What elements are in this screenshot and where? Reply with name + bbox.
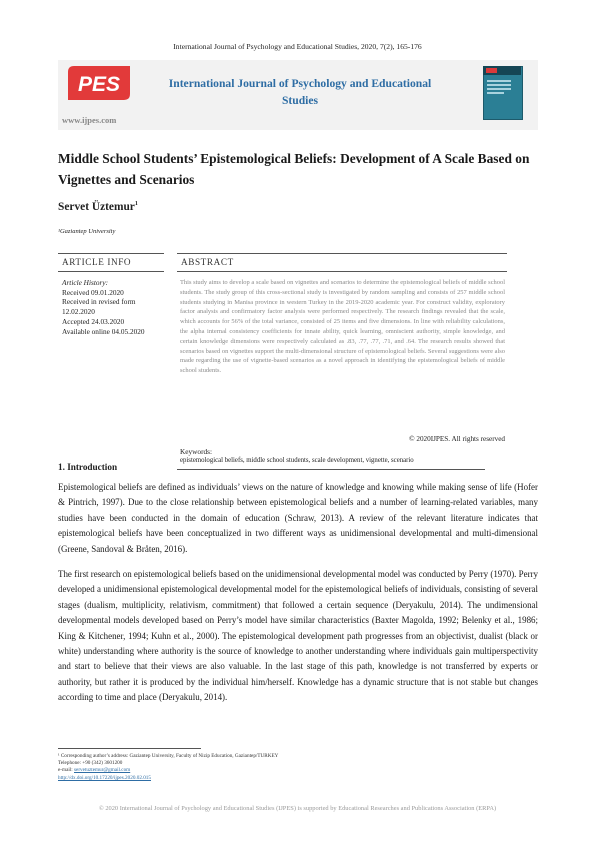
logo-text: PES	[77, 73, 121, 96]
history-received: Received 09.01.2020	[62, 287, 124, 297]
journal-title: International Journal of Psychology and Educational Studies	[168, 77, 432, 107]
history-online: Available online 04.05.2020	[62, 326, 145, 336]
article-history	[62, 278, 167, 336]
email-label: e-mail:	[58, 767, 74, 773]
history-revised: Received in revised form 12.02.2020	[62, 297, 136, 317]
abstract-bottom-rule	[177, 271, 507, 272]
pes-logo	[66, 64, 132, 102]
abstract-top-rule	[177, 253, 507, 254]
keywords-bottom-rule	[177, 469, 485, 470]
footnote-telephone: Telephone: +90 (342) 3601200	[58, 760, 123, 766]
intro-paragraph-1: Epistemological beliefs are defined as individuals’ views on the nature of knowledge and knowing while making sense of life (Hofer & Pintrich, 1997). Due to the close relationship between epistemological beliefs and a number of learning-related variables, many studies have been conducted in the domain of education (Schraw, 2013). A review of the relevant literature indicates that epistemological beliefs have been conceptualized in two different ways as unidimensional developmental and multi-dimensional (Greene, Sandoval & Bråten, 2016).	[58, 482, 538, 554]
cover-text-lines	[487, 80, 511, 96]
article-title: Middle School Students’ Epistemological Beliefs: Development of A Scale Based on Vignettes and Scenarios	[58, 151, 530, 187]
footnote-email	[58, 767, 130, 774]
history-label: Article History:	[62, 278, 109, 287]
footnote-doi	[58, 775, 151, 782]
footnote-rule	[58, 748, 201, 749]
footnote-address: ¹ Corresponding author’s address: Gaziantep University, Faculty of Nizip Education, Gaziantep/TURKEY	[58, 753, 279, 759]
doi-link[interactable]: http://dx.doi.org/10.17220/ijpes.2020.02.015	[58, 775, 151, 781]
email-link[interactable]: servetuztemur@gmail.com	[74, 767, 131, 773]
abstract-copyright: © 2020IJPES. All rights reserved	[409, 435, 505, 443]
abstract-text: This study aims to develop a scale based on vignettes and scenarios to determine the epistemological beliefs of middle school students. The study group of this cross-sectional study is investigated by random sampling and consists of 257 middle school students studying in Manisa province in western Turkey in the 2019-2020 academic year. For construct validity, exploratory factor analysis and confirmatory factor analysis were performed respectively. The research findings revealed that the scale, which accounts for 56% of the total variance, consisted of 25 items and five dimensions. In line with reliability calculations, the alpha internal consistency coefficients for innate ability, quick learning, omniscient authority, simple knowledge, and certain knowledge dimensions were respectively calculated as .83, .77, .77, .71, and .64. The research results showed that scenarios based on vignettes support the multi-dimensional structure of epistemological beliefs. Several suggestions were also made regarding the use of vignette-based scenarios as a novel approach in identifying the epistemological beliefs of middle school students.	[180, 279, 505, 375]
keywords-label: Keywords:	[180, 447, 213, 456]
page-footer: © 2020 International Journal of Psychology and Educational Studies (IJPES) is supported by Educational Researches and Publications Association (ERPA)	[98, 805, 497, 812]
running-head: International Journal of Psychology and Educational Studies, 2020, 7(2), 165-176	[173, 42, 422, 51]
author-name-text: Servet Üztemur	[58, 201, 135, 213]
article-info-heading: ARTICLE INFO	[62, 257, 132, 267]
article-info-top-rule	[58, 253, 164, 254]
cover-badge	[486, 68, 497, 73]
keywords-text: epistemological beliefs, middle school students, scale development, vignette, scenario	[180, 457, 414, 464]
introduction-heading: 1. Introduction	[58, 462, 118, 472]
history-accepted: Accepted 24.03.2020	[62, 316, 125, 326]
author-name	[58, 201, 138, 213]
abstract-heading: ABSTRACT	[181, 257, 234, 267]
article-info-bottom-rule	[58, 271, 164, 272]
intro-paragraph-2: The first research on epistemological beliefs based on the unidimensional developmental model was conducted by Perry (1970). Perry developed a unidimensional epistemological developmental model for the epistemological beliefs of individuals, consisting of several stages (dualism, multiplicity, relativism, commitment) that followed a certain sequence (Deryakulu, 2014). The undimensional developmental models developed based on Perry’s model have similar characteristics (Baxter Magolda, 1992; Belenky et al., 1986; King & Kitchener, 1994; Kuhn et al., 2000). The epistemological development path progresses from an objectivist, dualist (black or white) understanding where authority is the source of knowledge to another understanding where individuals gain multiperspectivity and start to believe that their views are also valuable. In the last stage of this path, knowledge is not transferred by experts or authority, but rather it is produced by the individual him/herself. Knowledge has a dynamic structure that is not stable but changes according to time and place (Deryakulu, 2014).	[58, 569, 539, 703]
site-url[interactable]: www.ijpes.com	[62, 115, 117, 125]
affiliation: ¹Gaziantep University	[58, 228, 116, 235]
author-sup: 1	[134, 201, 138, 208]
